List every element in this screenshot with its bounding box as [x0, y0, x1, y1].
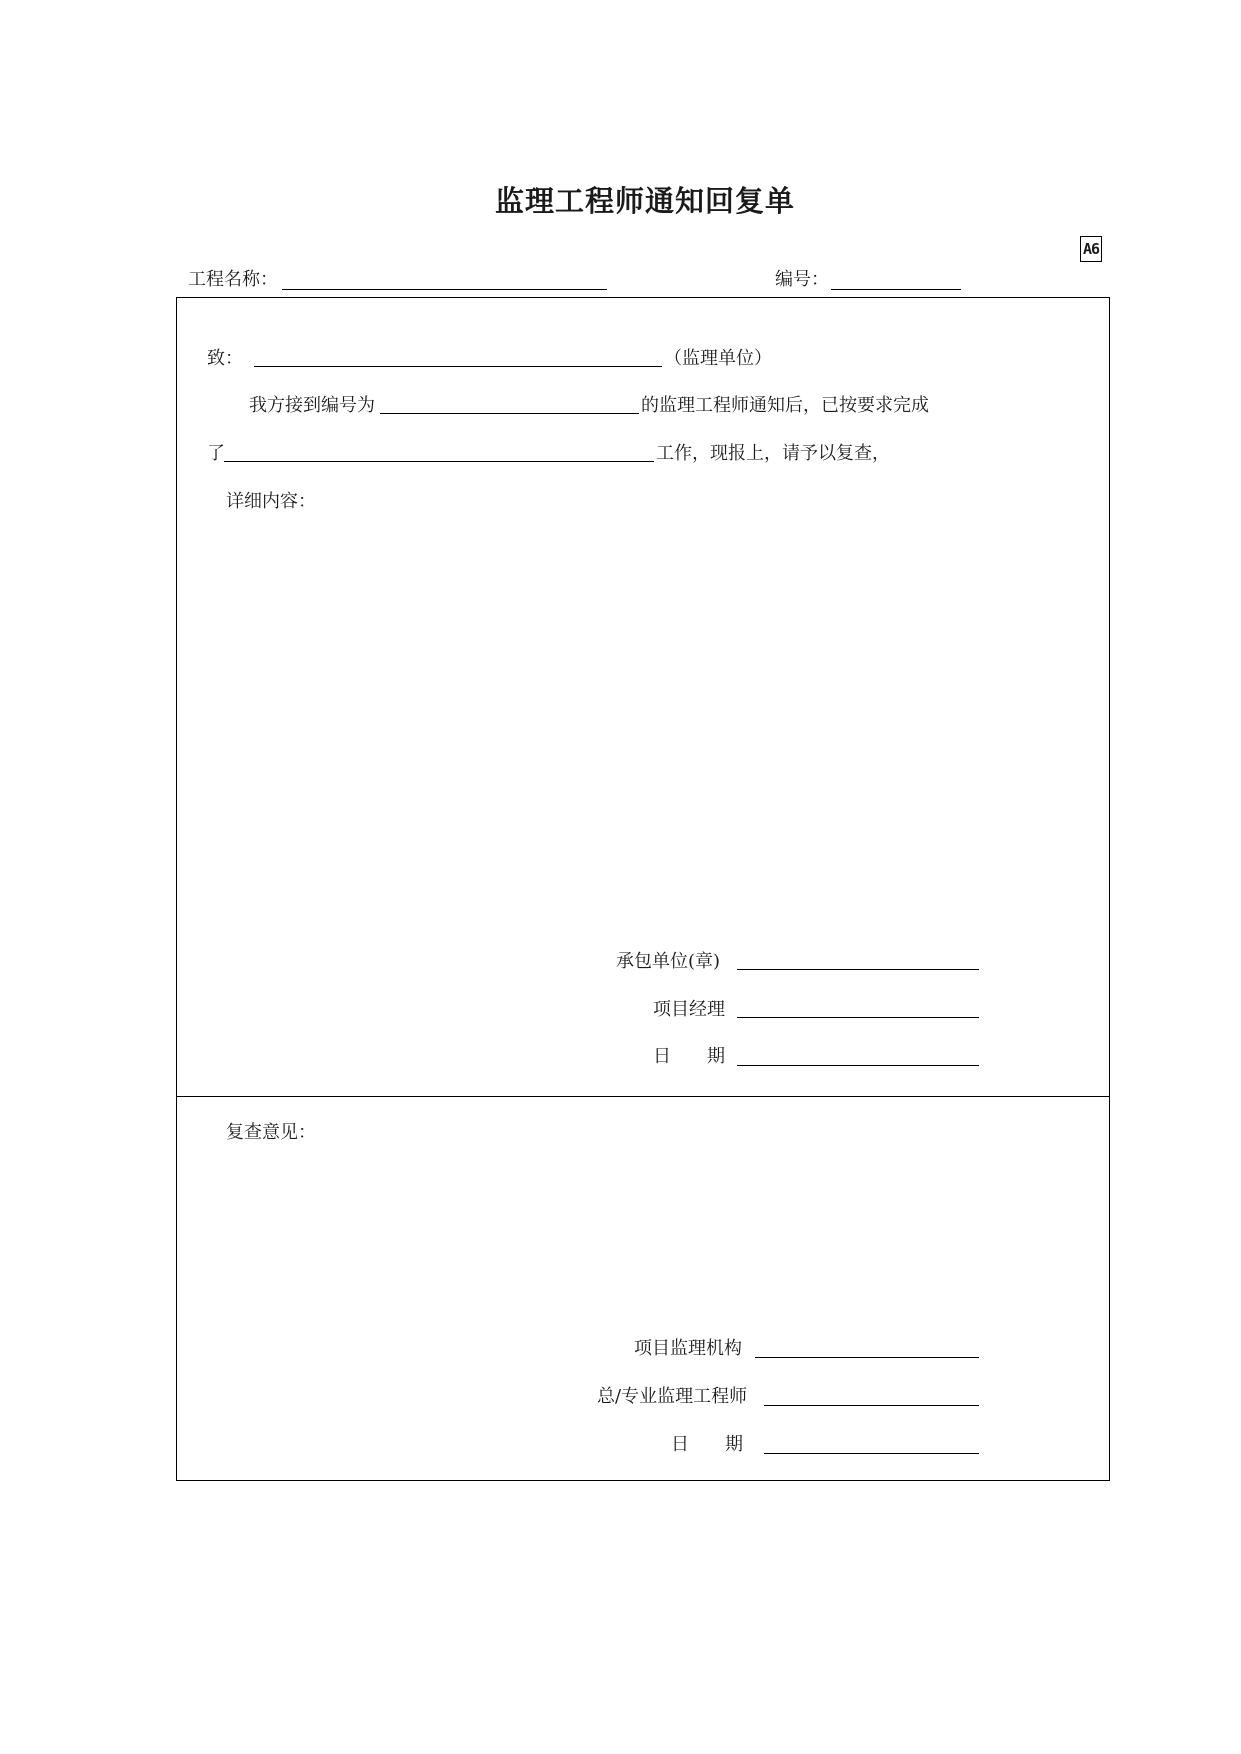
- details-label: 详细内容：: [226, 491, 316, 512]
- project-name-field[interactable]: [282, 289, 607, 290]
- page-title: 监理工程师通知回复单: [494, 184, 795, 218]
- review-date-label: 日 期: [671, 1434, 743, 1455]
- completed-prefix-text: 了: [207, 443, 225, 464]
- project-manager-label: 项目经理: [653, 999, 725, 1020]
- received-suffix-text: 的监理工程师通知后，已按要求完成: [641, 395, 929, 416]
- review-label: 复查意见：: [226, 1122, 316, 1143]
- contractor-field[interactable]: [737, 969, 979, 970]
- supervision-unit-field[interactable]: [254, 366, 662, 367]
- notice-number-field[interactable]: [380, 413, 639, 414]
- completed-suffix-text: 工作，现报上，请予以复查，: [656, 443, 890, 464]
- number-field[interactable]: [831, 289, 961, 290]
- chief-engineer-label: 总/专业监理工程师: [597, 1386, 748, 1407]
- review-date-field[interactable]: [764, 1453, 979, 1454]
- date-label: 日 期: [653, 1046, 725, 1067]
- received-prefix-text: 我方接到编号为: [249, 395, 375, 416]
- project-manager-field[interactable]: [737, 1017, 979, 1018]
- supervision-unit-label: （监理单位）: [664, 348, 772, 369]
- form-code-badge: A6: [1080, 236, 1102, 262]
- supervision-org-label: 项目监理机构: [634, 1338, 742, 1359]
- section-divider: [176, 1096, 1110, 1097]
- contractor-label: 承包单位(章): [616, 951, 721, 972]
- form-table: [176, 297, 1110, 1481]
- date-field[interactable]: [737, 1065, 979, 1066]
- to-label: 致：: [207, 348, 243, 369]
- completed-work-field[interactable]: [224, 461, 654, 462]
- project-name-label: 工程名称：: [188, 269, 278, 290]
- chief-engineer-field[interactable]: [764, 1405, 979, 1406]
- number-label: 编号：: [775, 269, 829, 290]
- supervision-org-field[interactable]: [755, 1357, 979, 1358]
